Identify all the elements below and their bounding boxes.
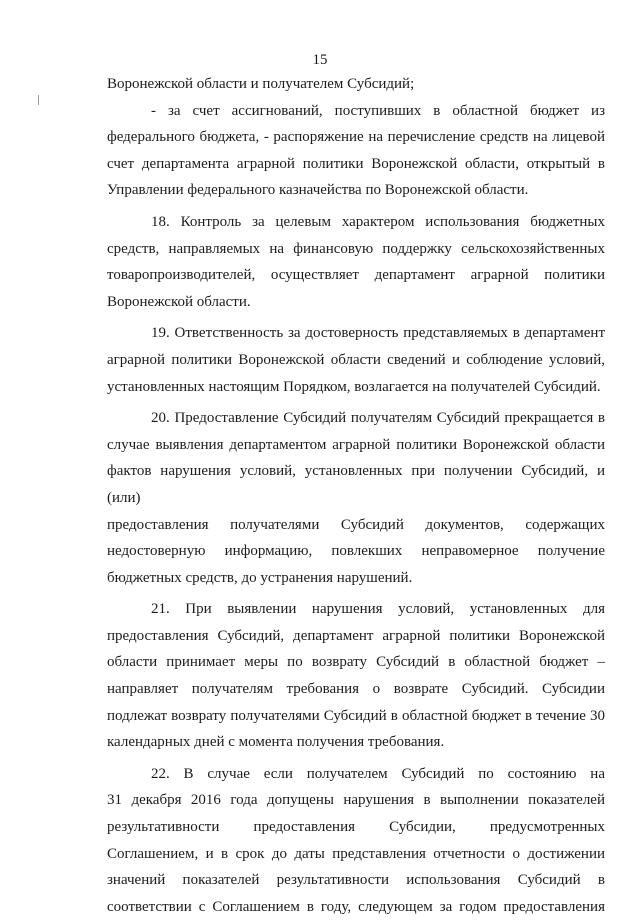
paragraph-21-line: предоставления Субсидий, департамент аграрной политики Воронежской [107, 627, 605, 644]
paragraph-19-line: аграрной политики Воронежской области сведений и соблюдение условий, [107, 351, 605, 368]
paragraph-20-line: недостоверную информацию, повлекших неправомерное получение [107, 543, 605, 560]
paragraph-20-line: бюджетных средств, до устранения нарушений. [107, 569, 413, 586]
paragraph-22-line: результативности предоставления Субсидии, предусмотренных [107, 819, 605, 836]
paragraph-line: Управлении федерального казначейства по Воронежской области. [107, 182, 529, 199]
paragraph-22-line: соответствии с Соглашением в году, следующем за годом предоставления [107, 898, 605, 915]
paragraph-22-line: 22. В случае если получателем Субсидий по состоянию на [151, 765, 605, 782]
paragraph-continuation-line: Воронежской области и получателем Субсидий; [107, 76, 415, 92]
paragraph-18-line: Воронежской области. [107, 293, 251, 310]
paragraph-22-line: значений показателей результативности использования Субсидий в [107, 872, 605, 889]
paragraph-18-line: товаропроизводителей, осуществляет департамент аграрной политики [107, 267, 605, 284]
paragraph-20-line: фактов нарушения условий, установленных при получении Субсидий, и (или) [107, 463, 605, 506]
paragraph-22-line: 31 декабря 2016 года допущены нарушения в выполнении показателей [107, 792, 605, 809]
paragraph-21-line: области принимает меры по возврату Субсидий в областной бюджет – [107, 654, 605, 671]
paragraph-21-line: календарных дней с момента получения требования. [107, 734, 445, 751]
document-body [107, 71, 605, 920]
paragraph-21-line: 21. При выявлении нарушения условий, установленных для [151, 601, 605, 618]
paragraph-line: - за счет ассигнований, поступивших в областной бюджет из [151, 102, 605, 119]
paragraph-18-line: 18. Контроль за целевым характером использования бюджетных [151, 213, 605, 230]
paragraph-22-line: Соглашением, и в срок до даты представления отчетности о достижении [107, 845, 605, 862]
paragraph-20-line: случае выявления департаментом аграрной политики Воронежской области [107, 436, 605, 453]
page-number: 15 [312, 52, 328, 68]
scan-margin-mark [38, 95, 39, 105]
paragraph-18-line: средств, направляемых на финансовую поддержку сельскохозяйственных [107, 240, 605, 257]
paragraph-line: счет департамента аграрной политики Воронежской области, открытый в [107, 155, 605, 172]
paragraph-line: федерального бюджета, - распоряжение на перечисление средств на лицевой [107, 129, 605, 146]
paragraph-21-line: направляет получателям требования о возврате Субсидий. Субсидии [107, 681, 605, 698]
paragraph-19-line: 19. Ответственность за достоверность представляемых в департамент [151, 325, 605, 342]
paragraph-20-line: 20. Предоставление Субсидий получателям Субсидий прекращается в [151, 410, 605, 427]
paragraph-20-line: предоставления получателями Субсидий документов, содержащих [107, 516, 605, 533]
paragraph-21-line: подлежат возврату получателями Субсидий в областной бюджет в течение 30 [107, 707, 605, 724]
paragraph-19-line: установленных настоящим Порядком, возлагается на получателей Субсидий. [107, 378, 601, 395]
